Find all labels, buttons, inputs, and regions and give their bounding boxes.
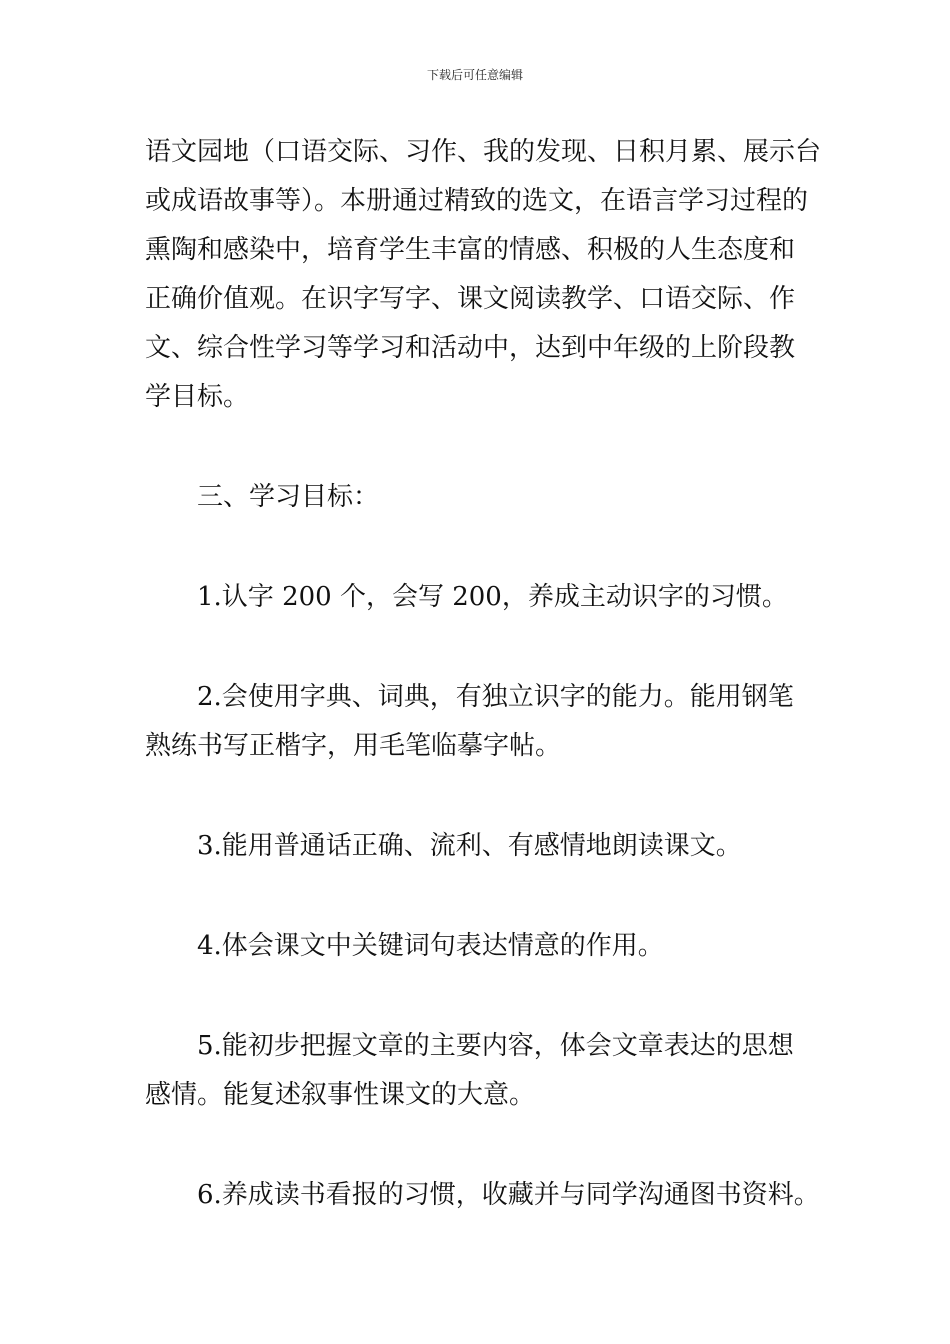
intro-line: 正确价值观。在识字写字、课文阅读教学、口语交际、作 bbox=[145, 284, 796, 314]
goal-item bbox=[145, 673, 810, 771]
goal-item: 4.体会课文中关键词句表达情意的作用。 bbox=[197, 931, 664, 961]
goal-line: 2.会使用字典、词典，有独立识字的能力。能用钢笔 bbox=[197, 682, 794, 712]
intro-line: 文、综合性学习等学习和活动中，达到中年级的上阶段教 bbox=[145, 333, 796, 363]
goal-item: 6.养成读书看报的习惯，收藏并与同学沟通图书资料。 bbox=[197, 1180, 820, 1210]
goal-line: 5.能初步把握文章的主要内容，体会文章表达的思想 bbox=[197, 1031, 794, 1061]
intro-line: 或成语故事等）。本册通过精致的选文，在语言学习过程的 bbox=[145, 186, 809, 216]
goal-item: 1.认字 200 个，会写 200，养成主动识字的习惯。 bbox=[197, 582, 788, 612]
page-header: 下载后可任意编辑 bbox=[426, 68, 523, 82]
intro-line: 语文园地（口语交际、习作、我的发现、日积月累、展示台 bbox=[145, 137, 822, 167]
goal-item: 3.能用普通话正确、流利、有感情地朗读课文。 bbox=[197, 831, 742, 861]
goal-item bbox=[145, 1022, 810, 1120]
document-body bbox=[145, 128, 822, 1220]
intro-paragraph bbox=[145, 128, 822, 422]
goal-line: 感情。能复述叙事性课文的大意。 bbox=[145, 1080, 536, 1110]
intro-line: 学目标。 bbox=[145, 382, 250, 412]
goal-line: 熟练书写正楷字，用毛笔临摹字帖。 bbox=[145, 731, 562, 761]
section-title: 三、学习目标： bbox=[197, 482, 380, 512]
intro-line: 熏陶和感染中，培育学生丰富的情感、积极的人生态度和 bbox=[145, 235, 796, 265]
